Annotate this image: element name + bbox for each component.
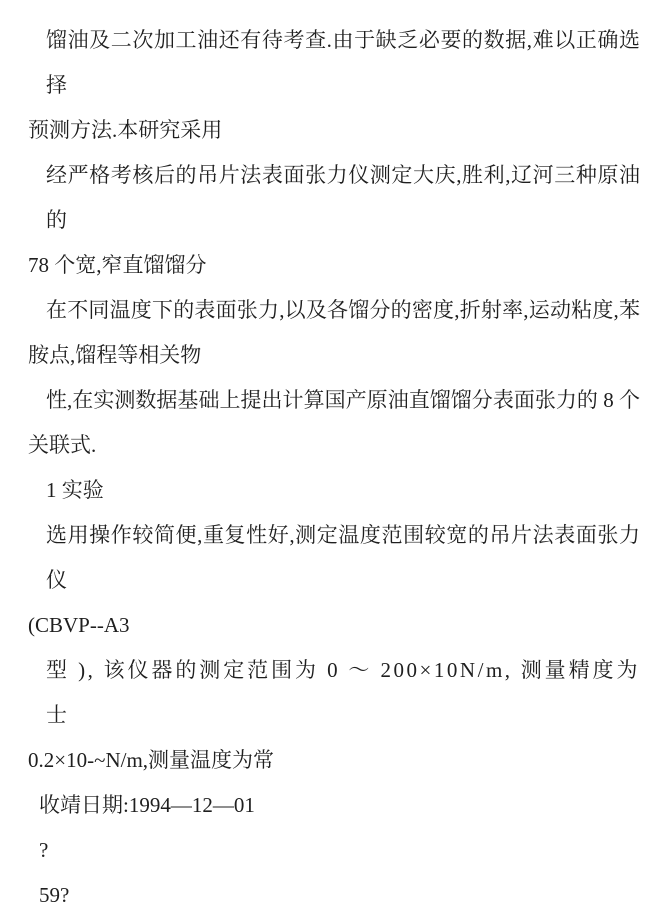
text-line: 78 个宽,窄直馏馏分: [28, 253, 207, 277]
section-heading: 1 实验: [46, 478, 104, 502]
text-line: 馏油及二次加工油还有待考查.由于缺乏必要的数据,难以正确选择: [46, 28, 640, 97]
text-line: (CBVP--A3: [28, 613, 130, 637]
text-line: 关联式.: [28, 433, 97, 457]
text-line: 0.2×10-~N/m,测量温度为常: [28, 748, 275, 772]
text-line: 预测方法.本研究采用: [28, 118, 223, 142]
text-line: 型 ), 该仪器的测定范围为 0 ～ 200×10N/m, 测量精度为士: [46, 658, 640, 727]
received-date-line: 收靖日期:1994—12—01: [39, 793, 255, 817]
text-line: 在不同温度下的表面张力,以及各馏分的密度,折射率,运动粘度,苯: [46, 298, 640, 322]
page-number-line: 59?: [39, 883, 70, 907]
stray-ocr-mark: ?: [39, 838, 49, 862]
text-line: 经严格考核后的吊片法表面张力仪测定大庆,胜利,辽河三种原油的: [46, 163, 640, 232]
text-line: 胺点,馏程等相关物: [28, 343, 202, 367]
text-line: 性,在实测数据基础上提出计算国产原油直馏馏分表面张力的 8 个: [46, 388, 640, 412]
text-line: 选用操作较简便,重复性好,测定温度范围较宽的吊片法表面张力仪: [46, 523, 640, 592]
